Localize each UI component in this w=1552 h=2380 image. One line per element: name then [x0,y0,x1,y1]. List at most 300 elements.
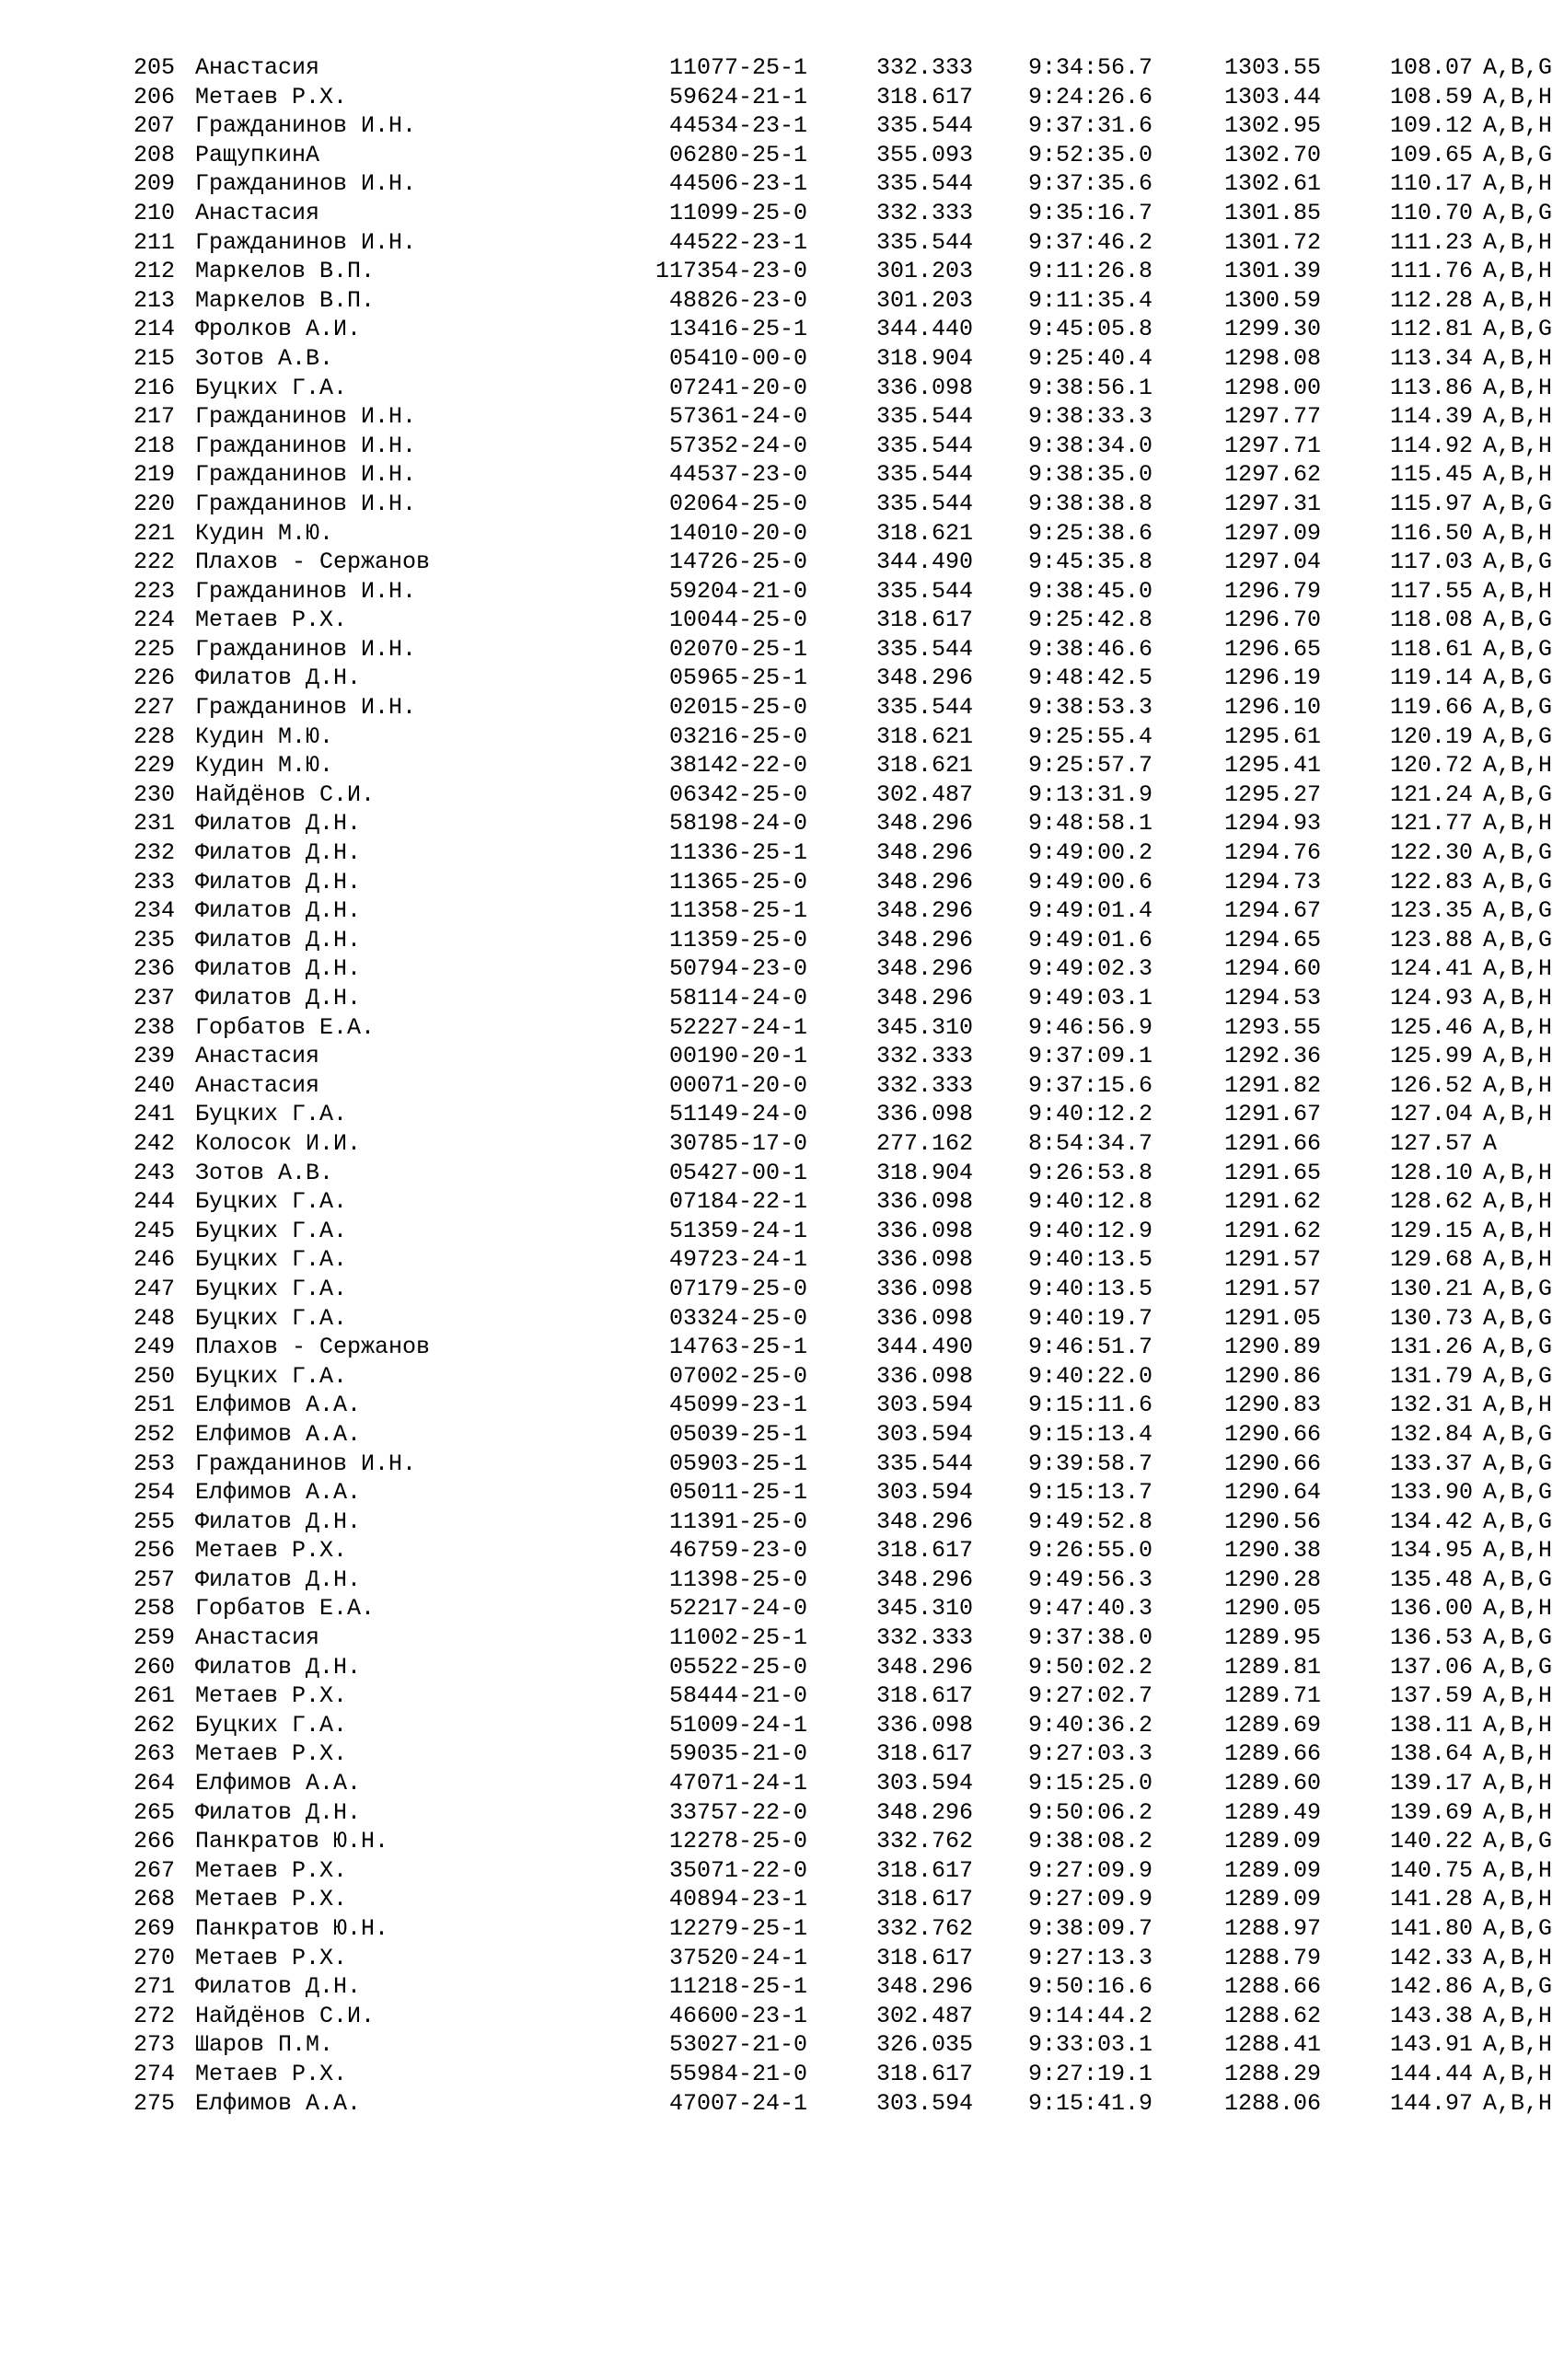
coefficient-cell: 120.19 [1389,722,1473,750]
speed-cell: 1298.08 [1223,344,1321,372]
place-cell: 235 [133,926,176,953]
table-row [133,257,1552,286]
speed-cell: 1302.95 [1223,112,1321,140]
fancier-name-cell: Метаев Р.Х. [195,1682,348,1710]
distance-cell: 318.617 [875,1886,973,1913]
coefficient-cell: 136.53 [1389,1624,1473,1652]
arrival-time-cell: 9:15:13.4 [1027,1420,1152,1448]
speed-cell: 1296.65 [1223,635,1321,663]
ring-number-cell: 07179-25-0 [668,1275,807,1302]
coefficient-cell: 130.21 [1389,1275,1473,1302]
speed-cell: 1301.39 [1223,258,1321,285]
fancier-name-cell: Елфимов А.А. [195,1392,362,1419]
arrival-time-cell: 9:49:01.4 [1027,897,1152,925]
groups-cell: A,B,H [1483,112,1552,140]
groups-cell: A,B,G [1483,1362,1552,1390]
distance-cell: 335.544 [875,635,973,663]
speed-cell: 1302.61 [1223,170,1321,198]
arrival-time-cell: 9:14:44.2 [1027,2002,1152,2029]
distance-cell: 336.098 [875,374,973,401]
fancier-name-cell: Буцких Г.А. [195,1101,348,1128]
ring-number-cell: 11358-25-1 [668,897,807,925]
distance-cell: 336.098 [875,1101,973,1128]
ring-number-cell: 59204-21-0 [668,577,807,605]
speed-cell: 1289.09 [1223,1828,1321,1855]
speed-cell: 1289.49 [1223,1798,1321,1826]
distance-cell: 336.098 [875,1304,973,1332]
place-cell: 274 [133,2060,176,2087]
coefficient-cell: 129.68 [1389,1246,1473,1274]
groups-cell: A,B,H [1483,1043,1552,1070]
speed-cell: 1291.67 [1223,1101,1321,1128]
coefficient-cell: 114.39 [1389,403,1473,431]
arrival-time-cell: 9:49:02.3 [1027,955,1152,983]
fancier-name-cell: Горбатов Е.А. [195,1013,376,1041]
fancier-name-cell: Найдёнов С.И. [195,780,376,808]
distance-cell: 348.296 [875,955,973,983]
arrival-time-cell: 9:25:38.6 [1027,519,1152,547]
place-cell: 245 [133,1217,176,1244]
coefficient-cell: 109.12 [1389,112,1473,140]
arrival-time-cell: 9:27:13.3 [1027,1944,1152,1971]
speed-cell: 1290.05 [1223,1595,1321,1623]
ring-number-cell: 05903-25-1 [668,1450,807,1477]
groups-cell: A,B,G [1483,868,1552,895]
distance-cell: 348.296 [875,810,973,838]
fancier-name-cell: Зотов А.В. [195,344,334,372]
speed-cell: 1295.27 [1223,780,1321,808]
fancier-name-cell: Елфимов А.А. [195,2089,362,2117]
speed-cell: 1297.09 [1223,519,1321,547]
distance-cell: 348.296 [875,664,973,692]
groups-cell: A,B,G [1483,1450,1552,1477]
groups-cell: A,B,H [1483,461,1552,489]
coefficient-cell: 117.03 [1389,549,1473,576]
ring-number-cell: 51149-24-0 [668,1101,807,1128]
coefficient-cell: 144.44 [1389,2060,1473,2087]
ring-number-cell: 02015-25-0 [668,694,807,722]
arrival-time-cell: 9:38:09.7 [1027,1915,1152,1942]
fancier-name-cell: Филатов Д.Н. [195,810,362,838]
table-row [133,2089,1552,2119]
table-row [133,1420,1552,1450]
fancier-name-cell: Метаев Р.Х. [195,607,348,634]
speed-cell: 1291.62 [1223,1217,1321,1244]
ring-number-cell: 03324-25-0 [668,1304,807,1332]
groups-cell: A,B,G [1483,607,1552,634]
coefficient-cell: 137.06 [1389,1653,1473,1681]
place-cell: 221 [133,519,176,547]
place-cell: 227 [133,694,176,722]
groups-cell: A,B,G [1483,1334,1552,1361]
distance-cell: 335.544 [875,170,973,198]
coefficient-cell: 128.10 [1389,1159,1473,1186]
arrival-time-cell: 9:50:16.6 [1027,1973,1152,2001]
speed-cell: 1289.71 [1223,1682,1321,1710]
ring-number-cell: 11359-25-0 [668,926,807,953]
arrival-time-cell: 9:50:02.2 [1027,1653,1152,1681]
ring-number-cell: 44522-23-1 [668,228,807,256]
distance-cell: 318.904 [875,344,973,372]
speed-cell: 1290.64 [1223,1479,1321,1507]
place-cell: 272 [133,2002,176,2029]
speed-cell: 1291.62 [1223,1188,1321,1216]
ring-number-cell: 57361-24-0 [668,403,807,431]
groups-cell: A,B,H [1483,1944,1552,1971]
distance-cell: 318.617 [875,1537,973,1565]
arrival-time-cell: 9:49:00.6 [1027,868,1152,895]
table-row [133,1594,1552,1623]
arrival-time-cell: 9:40:19.7 [1027,1304,1152,1332]
ring-number-cell: 14010-20-0 [668,519,807,547]
coefficient-cell: 129.15 [1389,1217,1473,1244]
distance-cell: 335.544 [875,112,973,140]
ring-number-cell: 11336-25-1 [668,839,807,867]
fancier-name-cell: Метаев Р.Х. [195,1856,348,1884]
arrival-time-cell: 9:38:53.3 [1027,694,1152,722]
arrival-time-cell: 9:25:40.4 [1027,344,1152,372]
fancier-name-cell: Филатов Д.Н. [195,664,362,692]
ring-number-cell: 59035-21-0 [668,1740,807,1768]
place-cell: 207 [133,112,176,140]
ring-number-cell: 44506-23-1 [668,170,807,198]
coefficient-cell: 133.37 [1389,1450,1473,1477]
groups-cell: A,B,H [1483,810,1552,838]
fancier-name-cell: Панкратов Ю.Н. [195,1828,389,1855]
place-cell: 225 [133,635,176,663]
place-cell: 238 [133,1013,176,1041]
ring-number-cell: 47071-24-1 [668,1770,807,1797]
fancier-name-cell: Плахов - Сержанов [195,1334,431,1361]
groups-cell: A,B,G [1483,316,1552,343]
fancier-name-cell: Шаров П.М. [195,2031,334,2059]
ring-number-cell: 13416-25-1 [668,316,807,343]
ring-number-cell: 55984-21-0 [668,2060,807,2087]
table-row [133,1653,1552,1682]
coefficient-cell: 110.17 [1389,170,1473,198]
table-row [133,1245,1552,1275]
distance-cell: 318.617 [875,1740,973,1768]
distance-cell: 302.487 [875,2002,973,2029]
place-cell: 242 [133,1129,176,1157]
place-cell: 232 [133,839,176,867]
groups-cell: A,B,G [1483,839,1552,867]
fancier-name-cell: Анастасия [195,1043,320,1070]
distance-cell: 332.333 [875,1624,973,1652]
arrival-time-cell: 9:25:57.7 [1027,752,1152,780]
arrival-time-cell: 9:34:56.7 [1027,54,1152,81]
fancier-name-cell: Анастасия [195,54,320,81]
ring-number-cell: 49723-24-1 [668,1246,807,1274]
arrival-time-cell: 8:54:34.7 [1027,1129,1152,1157]
table-row [133,548,1552,577]
groups-cell: A,B,H [1483,1595,1552,1623]
arrival-time-cell: 9:25:42.8 [1027,607,1152,634]
ring-number-cell: 06280-25-1 [668,141,807,168]
ring-number-cell: 00071-20-0 [668,1071,807,1099]
speed-cell: 1291.66 [1223,1129,1321,1157]
groups-cell: A,B,G [1483,199,1552,226]
place-cell: 210 [133,199,176,226]
distance-cell: 336.098 [875,1275,973,1302]
coefficient-cell: 122.83 [1389,868,1473,895]
distance-cell: 303.594 [875,1479,973,1507]
place-cell: 229 [133,752,176,780]
speed-cell: 1302.70 [1223,141,1321,168]
table-row [133,1071,1552,1101]
distance-cell: 348.296 [875,926,973,953]
groups-cell: A,B,H [1483,1392,1552,1419]
arrival-time-cell: 9:37:09.1 [1027,1043,1152,1070]
speed-cell: 1295.41 [1223,752,1321,780]
place-cell: 230 [133,780,176,808]
speed-cell: 1289.09 [1223,1856,1321,1884]
arrival-time-cell: 9:45:35.8 [1027,549,1152,576]
table-row [133,286,1552,316]
fancier-name-cell: Гражданинов И.Н. [195,432,417,459]
place-cell: 231 [133,810,176,838]
distance-cell: 335.544 [875,228,973,256]
distance-cell: 303.594 [875,2089,973,2117]
table-row [133,1450,1552,1479]
ring-number-cell: 05965-25-1 [668,664,807,692]
speed-cell: 1290.28 [1223,1565,1321,1593]
fancier-name-cell: Буцких Г.А. [195,1304,348,1332]
arrival-time-cell: 9:46:56.9 [1027,1013,1152,1041]
place-cell: 237 [133,985,176,1011]
fancier-name-cell: Елфимов А.А. [195,1479,362,1507]
distance-cell: 302.487 [875,780,973,808]
coefficient-cell: 143.91 [1389,2031,1473,2059]
groups-cell: A,B,H [1483,2002,1552,2029]
distance-cell: 318.621 [875,722,973,750]
fancier-name-cell: Гражданинов И.Н. [195,577,417,605]
arrival-time-cell: 9:25:55.4 [1027,722,1152,750]
table-row [133,606,1552,635]
arrival-time-cell: 9:45:05.8 [1027,316,1152,343]
table-row [133,199,1552,228]
distance-cell: 318.617 [875,83,973,110]
table-row [133,868,1552,897]
speed-cell: 1297.62 [1223,461,1321,489]
ring-number-cell: 02070-25-1 [668,635,807,663]
table-row [133,896,1552,926]
coefficient-cell: 139.69 [1389,1798,1473,1826]
speed-cell: 1290.89 [1223,1334,1321,1361]
groups-cell: A,B,H [1483,1537,1552,1565]
arrival-time-cell: 9:37:31.6 [1027,112,1152,140]
place-cell: 213 [133,286,176,314]
groups-cell: A,B,H [1483,374,1552,401]
speed-cell: 1297.04 [1223,549,1321,576]
table-row [133,2002,1552,2031]
coefficient-cell: 125.99 [1389,1043,1473,1070]
ring-number-cell: 11099-25-0 [668,199,807,226]
distance-cell: 318.617 [875,1682,973,1710]
speed-cell: 1290.86 [1223,1362,1321,1390]
arrival-time-cell: 9:15:25.0 [1027,1770,1152,1797]
arrival-time-cell: 9:40:12.8 [1027,1188,1152,1216]
coefficient-cell: 134.95 [1389,1537,1473,1565]
distance-cell: 303.594 [875,1420,973,1448]
table-row [133,1187,1552,1217]
speed-cell: 1294.53 [1223,985,1321,1011]
place-cell: 222 [133,549,176,576]
groups-cell: A,B,H [1483,519,1552,547]
table-row [133,402,1552,432]
groups-cell: A,B,G [1483,54,1552,81]
fancier-name-cell: Метаев Р.Х. [195,2060,348,2087]
groups-cell: A,B,H [1483,286,1552,314]
ring-number-cell: 44534-23-1 [668,112,807,140]
distance-cell: 335.544 [875,403,973,431]
distance-cell: 348.296 [875,1653,973,1681]
table-row [133,141,1552,170]
coefficient-cell: 131.26 [1389,1334,1473,1361]
groups-cell: A,B,G [1483,722,1552,750]
distance-cell: 303.594 [875,1770,973,1797]
table-row [133,315,1552,344]
groups-cell: A,B,H [1483,577,1552,605]
coefficient-cell: 142.33 [1389,1944,1473,1971]
arrival-time-cell: 9:47:40.3 [1027,1595,1152,1623]
table-row [133,1827,1552,1856]
fancier-name-cell: Найдёнов С.И. [195,2002,376,2029]
distance-cell: 335.544 [875,1450,973,1477]
fancier-name-cell: Метаев Р.Х. [195,1886,348,1913]
place-cell: 219 [133,461,176,489]
fancier-name-cell: Гражданинов И.Н. [195,461,417,489]
ring-number-cell: 14726-25-0 [668,549,807,576]
place-cell: 212 [133,258,176,285]
groups-cell: A,B,G [1483,1653,1552,1681]
table-row [133,1565,1552,1595]
place-cell: 271 [133,1973,176,2001]
groups-cell: A,B,H [1483,985,1552,1011]
distance-cell: 318.621 [875,752,973,780]
coefficient-cell: 119.14 [1389,664,1473,692]
arrival-time-cell: 9:49:01.6 [1027,926,1152,953]
arrival-time-cell: 9:49:52.8 [1027,1508,1152,1535]
coefficient-cell: 113.86 [1389,374,1473,401]
fancier-name-cell: Маркелов В.П. [195,286,376,314]
groups-cell: A,B,H [1483,1798,1552,1826]
fancier-name-cell: Буцких Г.А. [195,1246,348,1274]
distance-cell: 348.296 [875,897,973,925]
ring-number-cell: 59624-21-1 [668,83,807,110]
table-row [133,1944,1552,1973]
coefficient-cell: 141.80 [1389,1915,1473,1942]
ring-number-cell: 12278-25-0 [668,1828,807,1855]
speed-cell: 1288.66 [1223,1973,1321,2001]
arrival-time-cell: 9:13:31.9 [1027,780,1152,808]
place-cell: 217 [133,403,176,431]
place-cell: 240 [133,1071,176,1099]
ring-number-cell: 53027-21-0 [668,2031,807,2059]
distance-cell: 335.544 [875,490,973,517]
distance-cell: 332.762 [875,1828,973,1855]
coefficient-cell: 140.22 [1389,1828,1473,1855]
distance-cell: 336.098 [875,1217,973,1244]
ring-number-cell: 58444-21-0 [668,1682,807,1710]
place-cell: 208 [133,141,176,168]
groups-cell: A,B,H [1483,955,1552,983]
groups-cell: A,B,H [1483,1246,1552,1274]
speed-cell: 1297.31 [1223,490,1321,517]
fancier-name-cell: Маркелов В.П. [195,258,376,285]
place-cell: 268 [133,1886,176,1913]
table-row [133,1508,1552,1537]
arrival-time-cell: 9:33:03.1 [1027,2031,1152,2059]
fancier-name-cell: Филатов Д.Н. [195,955,362,983]
place-cell: 260 [133,1653,176,1681]
table-row [133,460,1552,490]
table-row [133,2060,1552,2089]
groups-cell: A,B,H [1483,1770,1552,1797]
distance-cell: 301.203 [875,258,973,285]
ring-number-cell: 14763-25-1 [668,1334,807,1361]
speed-cell: 1290.56 [1223,1508,1321,1535]
fancier-name-cell: Филатов Д.Н. [195,1798,362,1826]
ring-number-cell: 03216-25-0 [668,722,807,750]
distance-cell: 345.310 [875,1013,973,1041]
groups-cell: A,B,H [1483,1886,1552,1913]
table-row [133,519,1552,549]
ring-number-cell: 02064-25-0 [668,490,807,517]
arrival-time-cell: 9:38:35.0 [1027,461,1152,489]
table-row [133,169,1552,199]
groups-cell: A,B,G [1483,1508,1552,1535]
ring-number-cell: 45099-23-1 [668,1392,807,1419]
distance-cell: 355.093 [875,141,973,168]
place-cell: 255 [133,1508,176,1535]
coefficient-cell: 119.66 [1389,694,1473,722]
table-row [133,1159,1552,1188]
groups-cell: A,B,H [1483,2060,1552,2087]
ring-number-cell: 05410-00-0 [668,344,807,372]
fancier-name-cell: Анастасия [195,1071,320,1099]
speed-cell: 1289.09 [1223,1886,1321,1913]
speed-cell: 1289.69 [1223,1711,1321,1739]
speed-cell: 1291.57 [1223,1246,1321,1274]
distance-cell: 303.594 [875,1392,973,1419]
distance-cell: 348.296 [875,1973,973,2001]
fancier-name-cell: Буцких Г.А. [195,1711,348,1739]
ring-number-cell: 11365-25-0 [668,868,807,895]
table-row [133,809,1552,838]
table-row [133,1856,1552,1886]
coefficient-cell: 121.24 [1389,780,1473,808]
place-cell: 257 [133,1565,176,1593]
fancier-name-cell: Кудин М.Ю. [195,752,334,780]
fancier-name-cell: Филатов Д.Н. [195,1653,362,1681]
place-cell: 252 [133,1420,176,1448]
ring-number-cell: 48826-23-0 [668,286,807,314]
coefficient-cell: 109.65 [1389,141,1473,168]
fancier-name-cell: Гражданинов И.Н. [195,228,417,256]
table-row [133,83,1552,112]
fancier-name-cell: Буцких Г.А. [195,374,348,401]
coefficient-cell: 138.64 [1389,1740,1473,1768]
table-row [133,53,1552,83]
speed-cell: 1288.29 [1223,2060,1321,2087]
ring-number-cell: 00190-20-1 [668,1043,807,1070]
groups-cell: A,B,H [1483,228,1552,256]
groups-cell: A,B,G [1483,926,1552,953]
speed-cell: 1289.95 [1223,1624,1321,1652]
arrival-time-cell: 9:15:13.7 [1027,1479,1152,1507]
speed-cell: 1291.57 [1223,1275,1321,1302]
